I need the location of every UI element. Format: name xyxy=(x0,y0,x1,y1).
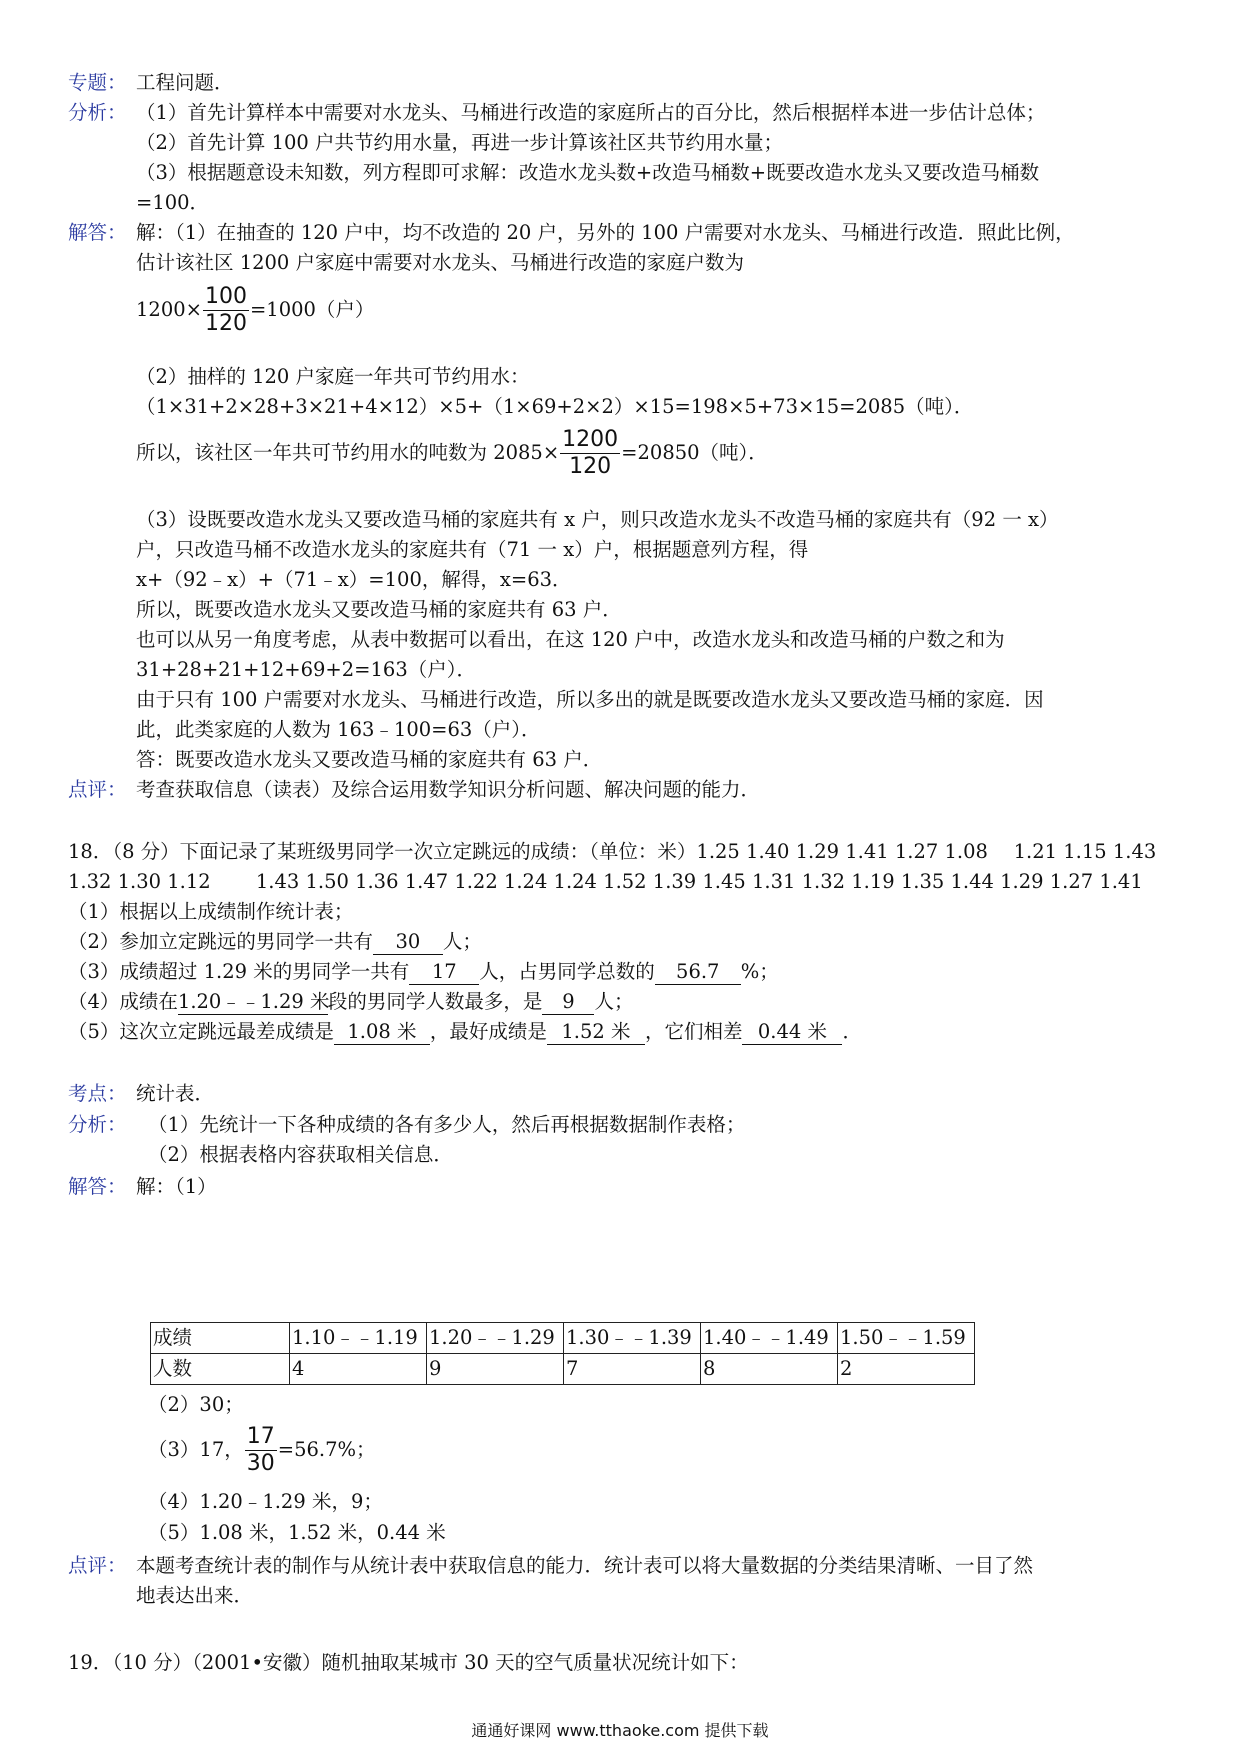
answer-label: 解答： xyxy=(68,221,127,244)
answer-label: 解答： xyxy=(68,1175,127,1198)
answer-line: 由于只有 100 户需要对水龙头、马桶进行改造，所以多出的就是既要改造水龙头又要改造马桶的家庭．因 xyxy=(136,688,1044,711)
comment-label: 点评： xyxy=(68,778,127,801)
equation-percentage xyxy=(148,1422,376,1478)
analysis-label: 分析： xyxy=(68,1113,127,1136)
question-stem: 1.32 1.30 1.12 1.43 1.50 1.36 1.47 1.22 1.24 1.24 1.52 1.39 1.45 1.31 1.32 1.19 1.35 1.44 1.29 1.27 1.41 xyxy=(68,870,1143,893)
table-cell: 2 xyxy=(838,1354,975,1385)
topic-label: 专题： xyxy=(68,71,127,94)
analysis-line: （1）先统计一下各种成绩的各有多少人，然后再根据数据制作表格； xyxy=(148,1113,746,1136)
answer-blank: 1.08 米 xyxy=(334,1020,430,1045)
answer-blank: 17 xyxy=(409,960,479,985)
table-cell: 人数 xyxy=(151,1354,290,1385)
table-cell: 成绩 xyxy=(151,1323,290,1354)
answer-line: x+（92﹣x）+（71﹣x）=100，解得，x=63． xyxy=(136,568,572,591)
item-text: %； xyxy=(740,960,779,983)
answer-blank: 56.7 xyxy=(655,960,741,985)
answer-line: 31+28+21+12+69+2=163（户）． xyxy=(136,658,476,681)
table-cell: 9 xyxy=(427,1354,564,1385)
fraction xyxy=(245,1424,277,1477)
question-item xyxy=(68,1017,862,1047)
equation-text: 所以，该社区一年共可节约用水的吨数为 2085× xyxy=(136,441,560,464)
question-item xyxy=(68,927,482,957)
question-item xyxy=(68,957,779,987)
fraction-numerator: 1200 xyxy=(562,427,619,452)
question-item xyxy=(68,987,633,1017)
fraction-numerator: 100 xyxy=(204,284,247,309)
fraction-denominator: 120 xyxy=(204,311,247,336)
table-cell: 1.30﹣﹣1.39 xyxy=(564,1323,701,1354)
equation-text: =56.7%； xyxy=(277,1438,376,1461)
answer-line: 也可以从另一角度考虑，从表中数据可以看出，在这 120 户中，改造水龙头和改造马桶的户数之和为 xyxy=(136,628,1005,651)
fraction-numerator: 17 xyxy=(246,1424,275,1449)
answer-line: 此，此类家庭的人数为 163﹣100=63（户）． xyxy=(136,718,541,741)
answer-blank: 30 xyxy=(373,930,443,955)
point-text: 统计表． xyxy=(136,1082,215,1105)
item-text: 段的男同学人数最多，是 xyxy=(327,990,543,1013)
analysis-line: （2）根据表格内容获取相关信息． xyxy=(148,1143,453,1166)
answer-blank: 9 xyxy=(542,990,594,1015)
answer-line: （2）抽样的 120 户家庭一年共可节约用水： xyxy=(136,365,530,388)
answer-line: 估计该社区 1200 户家庭中需要对水龙头、马桶进行改造的家庭户数为 xyxy=(136,251,745,274)
table-cell: 1.10﹣﹣1.19 xyxy=(290,1323,427,1354)
comment-text: 本题考查统计表的制作与从统计表中获取信息的能力．统计表可以将大量数据的分类结果清晰、一目了然 xyxy=(136,1554,1034,1577)
equation-text: =1000（户） xyxy=(249,298,375,321)
answer-line: 户，只改造马桶不改造水龙头的家庭共有（71 一 x）户，根据题意列方程，得 xyxy=(136,538,809,561)
item-text: ，它们相差 xyxy=(644,1020,743,1043)
table-cell: 1.50﹣﹣1.59 xyxy=(838,1323,975,1354)
equation-water xyxy=(136,425,768,481)
table-row xyxy=(151,1323,975,1354)
table-row xyxy=(151,1354,975,1385)
fraction xyxy=(560,427,620,480)
question-stem: 18．（8 分）下面记录了某班级男同学一次立定跳远的成绩：（单位：米）1.25 1.40 1.29 1.41 1.27 1.08 1.21 1.15 1.43 xyxy=(68,840,1157,863)
statistics-table xyxy=(150,1322,975,1385)
topic-text: 工程问题． xyxy=(136,71,234,94)
item-text: （3）成绩超过 1.29 米的男同学一共有 xyxy=(68,960,410,983)
comment-text: 地表达出来． xyxy=(136,1584,254,1607)
answer-line: 解：（1）在抽查的 120 户中，均不改造的 20 户，另外的 100 户需要对水龙头、马桶进行改造．照此比例， xyxy=(136,221,1075,244)
equation-text: （3）17， xyxy=(148,1438,244,1461)
answer-line: （2）30； xyxy=(148,1393,244,1416)
table-cell: 4 xyxy=(290,1354,427,1385)
item-text: 人； xyxy=(594,990,634,1013)
question-stem: 19．（10 分）（2001•安徽）随机抽取某城市 30 天的空气质量状况统计如下： xyxy=(68,1651,749,1674)
item-text: ，最好成绩是 xyxy=(429,1020,547,1043)
analysis-line: =100． xyxy=(136,191,210,214)
item-text: 人； xyxy=(442,930,482,953)
answer-line: （3）设既要改造水龙头又要改造马桶的家庭共有 x 户，则只改造水龙头不改造马桶的家庭共有（92 一 x） xyxy=(136,508,1059,531)
equation-text: 1200× xyxy=(136,298,202,321)
answer-blank: 0.44 米 xyxy=(742,1020,842,1045)
point-label: 考点： xyxy=(68,1082,127,1105)
equation-households xyxy=(136,282,374,338)
item-text: （4）成绩在 xyxy=(68,990,178,1013)
answer-line: 答：既要改造水龙头又要改造马桶的家庭共有 63 户． xyxy=(136,748,603,771)
comment-label: 点评： xyxy=(68,1554,127,1577)
answer-intro: 解：（1） xyxy=(136,1175,217,1198)
table-cell: 1.20﹣﹣1.29 xyxy=(427,1323,564,1354)
item-text: （5）这次立定跳远最差成绩是 xyxy=(68,1020,334,1043)
answer-line: （5）1.08 米，1.52 米，0.44 米 xyxy=(148,1521,446,1544)
answer-line: 所以，既要改造水龙头又要改造马桶的家庭共有 63 户． xyxy=(136,598,622,621)
answer-blank: 1.20﹣﹣1.29 米 xyxy=(177,990,330,1013)
fraction xyxy=(203,284,249,337)
item-text: ． xyxy=(842,1020,862,1043)
answer-line: （4）1.20﹣1.29 米，9； xyxy=(148,1490,383,1513)
question-item: （1）根据以上成绩制作统计表； xyxy=(68,900,354,923)
item-text: （2）参加立定跳远的男同学一共有 xyxy=(68,930,373,953)
analysis-line: （1）首先计算样本中需要对水龙头、马桶进行改造的家庭所占的百分比，然后根据样本进一步估计总体； xyxy=(136,101,1046,124)
analysis-line: （2）首先计算 100 户共节约用水量，再进一步计算该社区共节约用水量； xyxy=(136,131,784,154)
comment-text: 考查获取信息（读表）及综合运用数学知识分析问题、解决问题的能力． xyxy=(136,778,761,801)
table-cell: 8 xyxy=(701,1354,838,1385)
answer-line: （1×31+2×28+3×21+4×12）×5+（1×69+2×2）×15=198×5+73×15=2085（吨）． xyxy=(136,395,974,418)
answer-blank: 1.52 米 xyxy=(547,1020,645,1045)
table-cell: 1.40﹣﹣1.49 xyxy=(701,1323,838,1354)
table-cell: 7 xyxy=(564,1354,701,1385)
page-footer: 通通好课网 www.tthaoke.com 提供下载 xyxy=(471,1721,769,1740)
analysis-line: （3）根据题意设未知数，列方程即可求解：改造水龙头数+改造马桶数+既要改造水龙头又要改造马桶数 xyxy=(136,161,1040,184)
fraction-denominator: 30 xyxy=(246,1451,275,1476)
item-text: 人，占男同学总数的 xyxy=(479,960,655,983)
equation-text: =20850（吨）． xyxy=(621,441,768,464)
analysis-label: 分析： xyxy=(68,101,127,124)
fraction-denominator: 120 xyxy=(569,454,612,479)
